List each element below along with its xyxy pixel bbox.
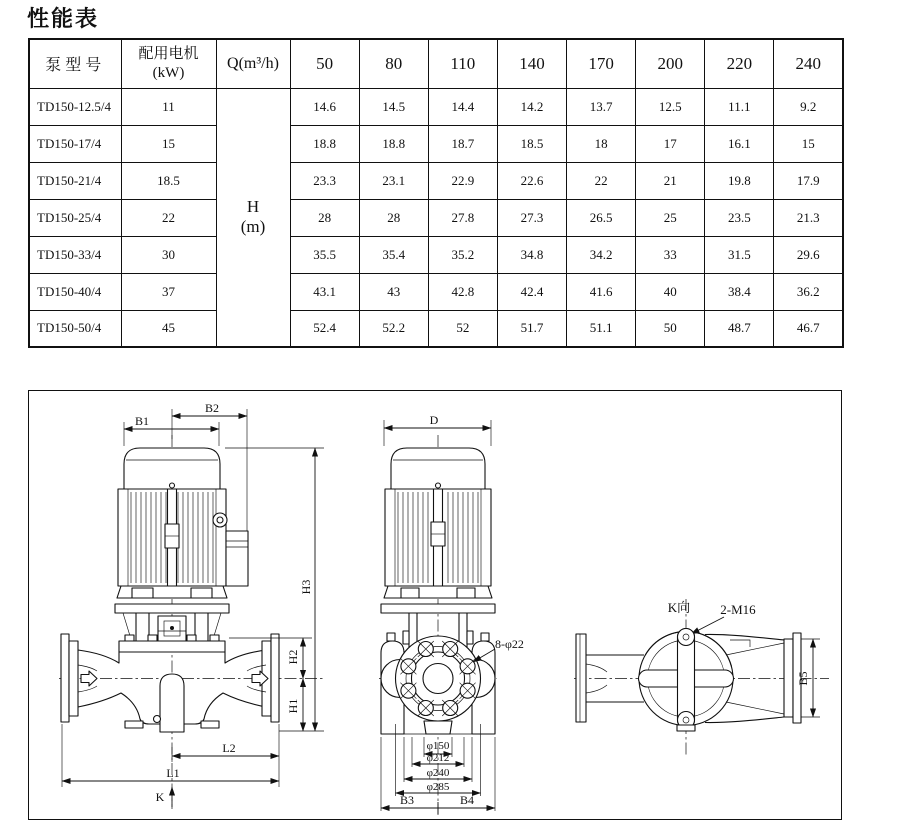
pump-top-view	[574, 599, 829, 755]
cell-head-value: 9.2	[774, 88, 843, 125]
dim-label-l1: L1	[166, 766, 180, 780]
pump-flange-face	[396, 636, 481, 721]
h-m-merged-cell: H (m)	[216, 88, 290, 347]
cell-head-value: 19.8	[705, 162, 774, 199]
cell-head-value: 18.8	[359, 125, 428, 162]
motor-header-line2: (kW)	[152, 64, 185, 81]
cell-head-value: 23.3	[290, 162, 359, 199]
cell-head-value: 50	[636, 310, 705, 347]
cell-head-value: 12.5	[636, 88, 705, 125]
cell-pump-model: TD150-21/4	[29, 162, 121, 199]
dim-label-k: K	[155, 790, 165, 804]
cell-head-value: 38.4	[705, 273, 774, 310]
table-row	[29, 273, 843, 310]
dim-label-b1: B1	[134, 414, 150, 428]
pump-front-view	[379, 413, 524, 815]
page-title: 性能表	[27, 7, 100, 32]
cell-pump-model: TD150-40/4	[29, 273, 121, 310]
dim-label-dia285: φ285	[426, 781, 450, 793]
dim-label-dia150: φ150	[426, 740, 450, 752]
dim-label-b3: B3	[399, 793, 415, 807]
cell-motor-power: 45	[121, 310, 216, 347]
cell-head-value: 17	[636, 125, 705, 162]
cell-head-value: 14.6	[290, 88, 359, 125]
cell-head-value: 18.8	[290, 125, 359, 162]
col-header-flow-220: 220	[705, 39, 774, 88]
col-header-flow-80: 80	[359, 39, 428, 88]
col-header-model: 泵型号	[29, 39, 121, 88]
cell-motor-power: 37	[121, 273, 216, 310]
cell-head-value: 34.2	[567, 236, 636, 273]
cell-motor-power: 30	[121, 236, 216, 273]
cell-head-value: 35.4	[359, 236, 428, 273]
cell-head-value: 42.4	[497, 273, 566, 310]
col-header-flow-110: 110	[428, 39, 497, 88]
cell-pump-model: TD150-17/4	[29, 125, 121, 162]
suction-flange	[61, 634, 69, 722]
cell-head-value: 27.8	[428, 199, 497, 236]
cell-head-value: 48.7	[705, 310, 774, 347]
cell-head-value: 34.8	[497, 236, 566, 273]
cell-head-value: 16.1	[705, 125, 774, 162]
discharge-flange	[271, 634, 279, 722]
cell-pump-model: TD150-33/4	[29, 236, 121, 273]
cell-motor-power: 22	[121, 199, 216, 236]
motor-header-line1: 配用电机	[138, 46, 199, 62]
cell-head-value: 26.5	[567, 199, 636, 236]
pump-side-view	[59, 401, 325, 809]
col-header-flow-q: Q(m³/h)	[216, 39, 290, 88]
cell-head-value: 52	[428, 310, 497, 347]
table-row	[29, 199, 843, 236]
cell-head-value: 11.1	[705, 88, 774, 125]
cell-pump-model: TD150-12.5/4	[29, 88, 121, 125]
cell-head-value: 42.8	[428, 273, 497, 310]
flow-arrow	[81, 671, 97, 686]
cell-head-value: 28	[359, 199, 428, 236]
dim-label-b2: B2	[204, 401, 220, 415]
cell-head-value: 15	[774, 125, 843, 162]
col-header-flow-50: 50	[290, 39, 359, 88]
cell-head-value: 18.7	[428, 125, 497, 162]
cell-head-value: 43	[359, 273, 428, 310]
header-row	[29, 39, 843, 88]
dimension-drawing-box	[28, 390, 842, 820]
cell-head-value: 17.9	[774, 162, 843, 199]
cell-head-value: 27.3	[497, 199, 566, 236]
cell-head-value: 14.2	[497, 88, 566, 125]
cell-head-value: 28	[290, 199, 359, 236]
cell-head-value: 21.3	[774, 199, 843, 236]
dim-label-bolt-holes: 8-φ22	[495, 637, 524, 651]
col-header-flow-240: 240	[774, 39, 843, 88]
suction-flange-top	[576, 634, 586, 722]
terminal-box	[226, 531, 248, 586]
cell-head-value: 21	[636, 162, 705, 199]
cell-head-value: 22.6	[497, 162, 566, 199]
cell-head-value: 35.2	[428, 236, 497, 273]
table-row	[29, 310, 843, 347]
cell-head-value: 36.2	[774, 273, 843, 310]
cell-head-value: 41.6	[567, 273, 636, 310]
pump-dimension-drawings	[29, 391, 841, 820]
cell-head-value: 31.5	[705, 236, 774, 273]
dim-label-b4: B4	[459, 793, 475, 807]
col-header-flow-200: 200	[636, 39, 705, 88]
dim-label-tap: 2-M16	[720, 602, 756, 617]
cell-head-value: 29.6	[774, 236, 843, 273]
cell-head-value: 51.7	[497, 310, 566, 347]
col-header-flow-170: 170	[567, 39, 636, 88]
cell-head-value: 51.1	[567, 310, 636, 347]
table-row	[29, 88, 843, 125]
drain-plug	[154, 716, 161, 723]
dim-label-l2: L2	[222, 741, 236, 755]
col-header-flow-140: 140	[497, 39, 566, 88]
cell-head-value: 18.5	[497, 125, 566, 162]
cell-head-value: 22.9	[428, 162, 497, 199]
cell-head-value: 25	[636, 199, 705, 236]
cell-head-value: 33	[636, 236, 705, 273]
cell-pump-model: TD150-50/4	[29, 310, 121, 347]
cell-head-value: 35.5	[290, 236, 359, 273]
cell-head-value: 46.7	[774, 310, 843, 347]
cell-head-value: 23.1	[359, 162, 428, 199]
col-header-motor	[121, 39, 216, 88]
dim-label-h3: H3	[299, 579, 313, 595]
cell-head-value: 13.7	[567, 88, 636, 125]
discharge-flange-top	[784, 639, 793, 717]
cell-head-value: 52.4	[290, 310, 359, 347]
cell-motor-power: 18.5	[121, 162, 216, 199]
cell-head-value: 43.1	[290, 273, 359, 310]
cell-head-value: 14.4	[428, 88, 497, 125]
cell-motor-power: 11	[121, 88, 216, 125]
dim-label-dia240: φ240	[426, 767, 450, 779]
table-row	[29, 125, 843, 162]
performance-table	[28, 38, 844, 348]
dim-label-dia212: φ212	[426, 752, 450, 764]
cell-motor-power: 15	[121, 125, 216, 162]
table-row	[29, 162, 843, 199]
cell-head-value: 18	[567, 125, 636, 162]
dim-label-d: D	[429, 413, 439, 427]
table-row	[29, 236, 843, 273]
cell-head-value: 22	[567, 162, 636, 199]
cell-head-value: 52.2	[359, 310, 428, 347]
cell-head-value: 40	[636, 273, 705, 310]
cell-pump-model: TD150-25/4	[29, 199, 121, 236]
cell-head-value: 23.5	[705, 199, 774, 236]
dim-label-b5: B5	[796, 671, 810, 686]
cell-head-value: 14.5	[359, 88, 428, 125]
dim-label-h2: H2	[286, 649, 300, 665]
dim-label-h1: H1	[286, 698, 300, 714]
view-direction-label: K向	[667, 600, 691, 615]
